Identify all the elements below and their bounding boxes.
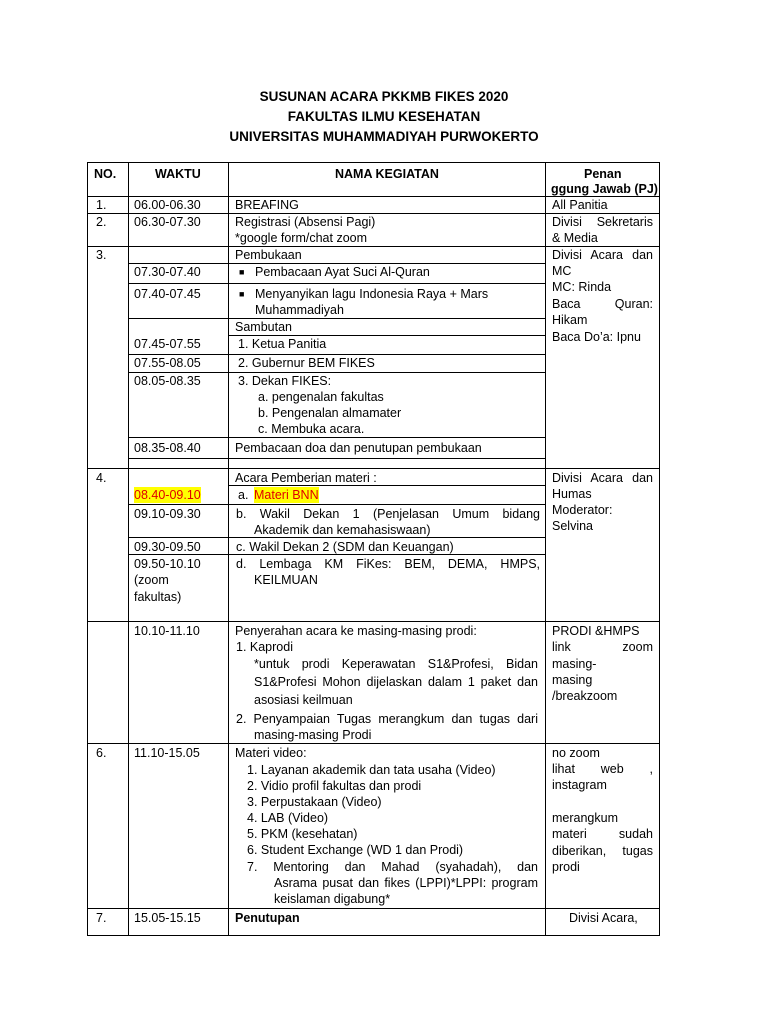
- row4-pj-2: Humas: [552, 487, 592, 501]
- row4-kegiatan-4b: KEILMUAN: [254, 573, 318, 587]
- row2-no: 2.: [96, 215, 107, 229]
- row5-kegiatan-7: masing-masing Prodi: [254, 728, 372, 742]
- row3-waktu-6: 08.35-08.40: [134, 441, 201, 455]
- row7-pj: Divisi Acara,: [569, 911, 638, 925]
- row3-kegiatan-2a: Menyanyikan lagu Indonesia Raya + Mars: [255, 287, 489, 301]
- row-divider: [87, 743, 660, 744]
- table-col-divider: [228, 162, 229, 936]
- row3-waktu-1: 07.30-07.40: [134, 265, 201, 279]
- table-border-right: [659, 162, 660, 936]
- row5-pj-2: link zoom: [552, 640, 653, 654]
- row4-kegiatan-3: c. Wakil Dekan 2 (SDM dan Keuangan): [236, 540, 454, 554]
- row6-item-7b: Asrama pusat dan fikes (LPPI)*LPPI: program: [274, 876, 538, 890]
- row6-item-7: 7. Mentoring dan Mahad (syahadah), dan: [247, 860, 538, 874]
- row6-item-3: 3. Perpustakaan (Video): [247, 795, 382, 809]
- row4-kegiatan-2b: Akademik dan kemahasiswaan): [254, 523, 431, 537]
- row2-nama-line2: *google form/chat zoom: [235, 231, 368, 245]
- row5-pj-1: PRODI &HMPS: [552, 624, 640, 638]
- row6-waktu: 11.10-15.05: [134, 746, 200, 760]
- row4-no: 4.: [96, 471, 107, 485]
- row5-pj-3: masing-: [552, 657, 597, 671]
- bullet-icon: ■: [239, 267, 245, 277]
- row5-kegiatan-4: S1&Profesi Mohon dijelaskan dalam 1 paket dan: [254, 675, 538, 689]
- subrow-divider: [128, 458, 546, 459]
- row4-pj-3: Moderator:: [552, 503, 613, 517]
- row3-kegiatan-1: Pembacaan Ayat Suci Al-Quran: [255, 265, 430, 279]
- subrow-divider: [128, 318, 546, 319]
- subrow-divider: [128, 283, 546, 284]
- row3-no: 3.: [96, 248, 107, 262]
- row3-pj-1: Divisi Acara dan: [552, 248, 653, 262]
- row6-pj-3: instagram: [552, 778, 607, 792]
- row5-kegiatan-2: 1. Kaprodi: [236, 640, 293, 654]
- row4-waktu-3: 09.30-09.50: [134, 540, 201, 554]
- header-pj-line1: Penan: [584, 167, 622, 181]
- row4-kegiatan-4a: d. Lembaga KM FiKes: BEM, DEMA, HMPS,: [236, 557, 540, 571]
- row3-sambutan: Sambutan: [235, 320, 292, 334]
- row6-item-7c: keislaman digabung*: [274, 892, 391, 906]
- row2-nama-line1: Registrasi (Absensi Pagi): [235, 215, 376, 229]
- row4-pj-4: Selvina: [552, 519, 593, 533]
- table-border-top: [87, 162, 660, 163]
- row4-waktu-2: 09.10-09.30: [134, 507, 201, 521]
- row3-waktu-3: 07.45-07.55: [134, 337, 201, 351]
- row6-no: 6.: [96, 746, 107, 760]
- row6-item-6: 6. Student Exchange (WD 1 dan Prodi): [247, 843, 464, 857]
- row2-pj-line2: & Media: [552, 231, 598, 245]
- row7-waktu: 15.05-15.15: [134, 911, 201, 925]
- row6-item-4: 4. LAB (Video): [247, 811, 329, 825]
- header-waktu: WAKTU: [155, 167, 201, 181]
- subrow-divider: [128, 504, 546, 505]
- row3-pj-5: Hikam: [552, 313, 588, 327]
- row4-waktu-4a: 09.50-10.10: [134, 557, 201, 571]
- row6-item-5: 5. PKM (kesehatan): [247, 827, 358, 841]
- title-line-2: FAKULTAS ILMU KESEHATAN: [287, 109, 481, 124]
- row-divider: [87, 908, 660, 909]
- row2-pj-line1: Divisi Sekretaris: [552, 215, 653, 229]
- row6-pj-6: diberikan, tugas: [552, 844, 653, 858]
- row2-waktu: 06.30-07.30: [134, 215, 201, 229]
- row3-head: Pembukaan: [235, 248, 302, 262]
- table-col-divider: [128, 162, 129, 936]
- row6-pj-4: merangkum: [552, 811, 618, 825]
- row3-pj-4: Baca Quran:: [552, 297, 653, 311]
- row6-item-1: 1. Layanan akademik dan tata usaha (Video): [247, 763, 496, 777]
- row5-pj-4: masing: [552, 673, 593, 687]
- row5-kegiatan-3: *untuk prodi Keperawatan S1&Profesi, Bidan: [254, 657, 538, 671]
- document-title-block: [0, 87, 768, 147]
- row7-no: 7.: [96, 911, 107, 925]
- table-col-divider: [545, 162, 546, 936]
- row4-waktu-4c: fakultas): [134, 590, 182, 604]
- row3-kegiatan-5a: a. pengenalan fakultas: [258, 390, 384, 404]
- title-line-3: UNIVERSITAS MUHAMMADIYAH PURWOKERTO: [229, 129, 539, 144]
- header-nama-kegiatan: NAMA KEGIATAN: [335, 167, 439, 181]
- bullet-icon: ■: [239, 289, 245, 299]
- row3-waktu-4: 07.55-08.05: [134, 356, 201, 370]
- row4-kegiatan-1-prefix: a.: [238, 488, 249, 502]
- row1-no: 1.: [96, 198, 107, 212]
- row7-nama: Penutupan: [235, 911, 300, 925]
- row1-waktu: 06.00-06.30: [134, 198, 201, 212]
- row6-pj-5: materi sudah: [552, 827, 653, 841]
- row5-kegiatan-6: 2. Penyampaian Tugas merangkum dan tugas dari: [236, 712, 538, 726]
- row3-kegiatan-5c: c. Membuka acara.: [258, 422, 365, 436]
- row3-kegiatan-5: 3. Dekan FIKES:: [238, 374, 332, 388]
- row3-kegiatan-4: 2. Gubernur BEM FIKES: [238, 356, 375, 370]
- table-border-left: [87, 162, 88, 936]
- row3-kegiatan-5b: b. Pengenalan almamater: [258, 406, 402, 420]
- subrow-divider: [128, 437, 546, 438]
- row5-kegiatan-5: asosiasi keilmuan: [254, 693, 353, 707]
- row1-nama: BREAFING: [235, 198, 299, 212]
- row6-pj-7: prodi: [552, 860, 580, 874]
- row3-kegiatan-6: Pembacaan doa dan penutupan pembukaan: [235, 441, 482, 455]
- row6-item-2: 2. Vidio profil fakultas dan prodi: [247, 779, 422, 793]
- header-pj-line2: ggung Jawab (PJ): [551, 182, 658, 196]
- row3-kegiatan-3: 1. Ketua Panitia: [238, 337, 327, 351]
- row4-kegiatan-1-highlighted: Materi BNN: [254, 488, 319, 502]
- row-divider: [87, 621, 660, 622]
- row4-kegiatan-2a: b. Wakil Dekan 1 (Penjelasan Umum bidang: [236, 507, 540, 521]
- row3-kegiatan-2b: Muhammadiyah: [255, 303, 344, 317]
- row1-pj: All Panitia: [552, 198, 608, 212]
- row5-kegiatan-1: Penyerahan acara ke masing-masing prodi:: [235, 624, 477, 638]
- row3-pj-3: MC: Rinda: [552, 280, 612, 294]
- row6-pj-2: lihat web ,: [552, 762, 653, 776]
- row4-pj-1: Divisi Acara dan: [552, 471, 653, 485]
- row4-waktu-4b: (zoom: [134, 573, 169, 587]
- row3-pj-2: MC: [552, 264, 572, 278]
- row3-pj-6: Baca Do’a: Ipnu: [552, 330, 641, 344]
- header-no: NO.: [94, 167, 117, 181]
- row5-waktu: 10.10-11.10: [134, 624, 200, 638]
- row4-head: Acara Pemberian materi :: [235, 471, 377, 485]
- row3-waktu-5: 08.05-08.35: [134, 374, 201, 388]
- row4-waktu-1-highlighted: 08.40-09.10: [134, 488, 201, 502]
- row6-pj-1: no zoom: [552, 746, 600, 760]
- row3-waktu-2: 07.40-07.45: [134, 287, 201, 301]
- table-border-bottom: [87, 935, 660, 936]
- row-divider: [87, 468, 660, 469]
- title-line-1: SUSUNAN ACARA PKKMB FIKES 2020: [259, 89, 509, 104]
- row6-head: Materi video:: [235, 746, 307, 760]
- row5-pj-5: /breakzoom: [552, 689, 618, 703]
